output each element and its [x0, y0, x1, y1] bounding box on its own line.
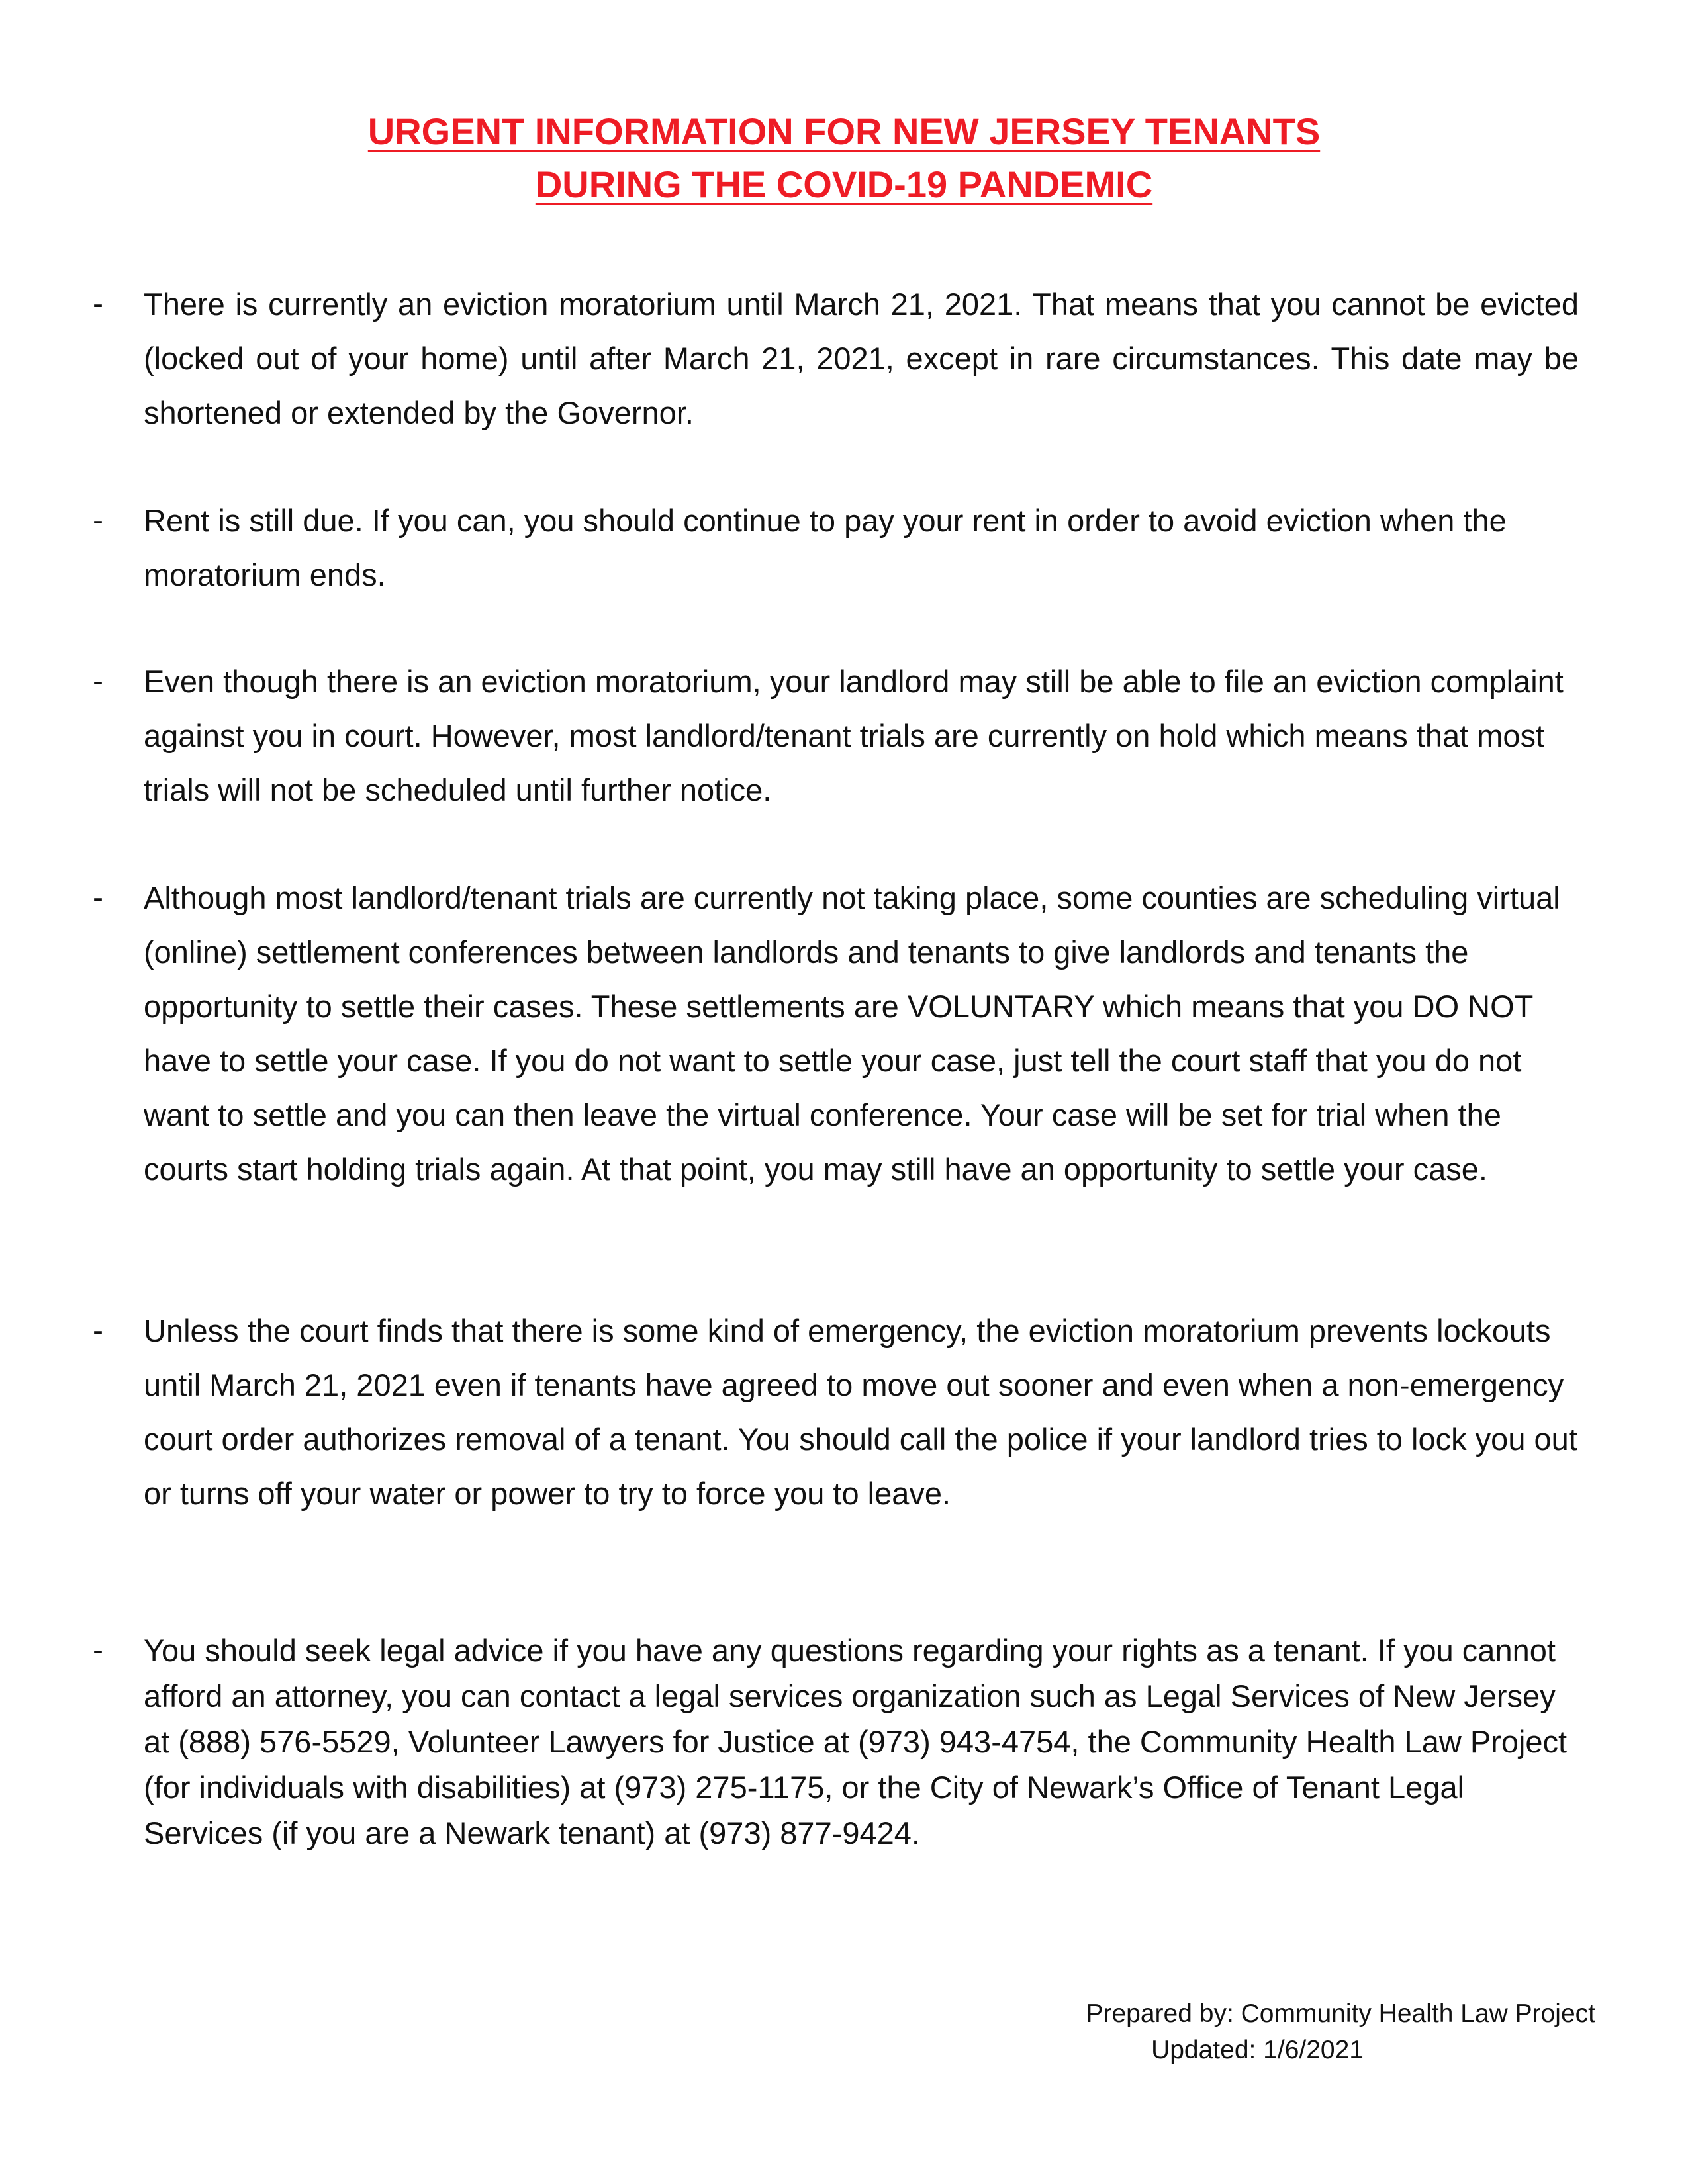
bullet-marker: -: [93, 1633, 103, 1668]
bullet-marker: -: [93, 503, 103, 538]
bullet-text: Unless the court finds that there is some kind of emergency, the eviction moratorium prevents lockouts until March 21, 2021 even if tenants have agreed to move out sooner and even when a non-emergency court order authorizes removal of a tenant. You should call the police if your landlord tries to lock you out or turns off your water or power to try to force you to leave.: [144, 1313, 1577, 1511]
bullet-text: There is currently an eviction moratorium until March 21, 2021. That means that you cannot be evicted (locked out of your home) until after March 21, 2021, except in rare circumstances. This date may be shortened or extended by the Governor.: [144, 287, 1579, 430]
bullet-marker: -: [93, 880, 103, 915]
page-title-line-2: DURING THE COVID-19 PANDEMIC: [535, 163, 1153, 205]
prepared-by-text: Prepared by: Community Health Law Project: [1086, 1999, 1595, 2028]
footer: [1000, 1995, 1595, 2068]
updated-date-text: Updated: 1/6/2021: [1151, 2036, 1364, 2064]
bullet-text: Although most landlord/tenant trials are currently not taking place, some counties are scheduling virtual (online) settlement conferences between landlords and tenants to give landlords and tenants the opportunity to settle their cases. These settlements are VOLUNTARY which means that you DO NOT have to settle your case. If you do not want to settle your case, just tell the court staff that you do not want to settle and you can then leave the virtual conference. Your case will be set for trial when the courts start holding trials again. At that point, you may still have an opportunity to settle your case.: [144, 880, 1560, 1187]
bullet-text: Rent is still due. If you can, you should continue to pay your rent in order to avoid eviction when the moratorium ends.: [144, 503, 1507, 592]
bullet-marker: -: [93, 287, 103, 322]
page-title-line-1: URGENT INFORMATION FOR NEW JERSEY TENANTS: [367, 111, 1321, 152]
bullet-text: Even though there is an eviction moratorium, your landlord may still be able to file an eviction complaint against you in court. However, most landlord/tenant trials are currently on hold which means that most trials will not be scheduled until further notice.: [144, 664, 1564, 807]
bullet-marker: -: [93, 664, 103, 699]
bullet-marker: -: [93, 1313, 103, 1348]
bullet-text: You should seek legal advice if you have any questions regarding your rights as a tenant. If you cannot afford an attorney, you can contact a legal services organization such as Legal Services of New Jersey at (888) 576-5529, Volunteer Lawyers for Justice at (973) 943-4754, the Community Health Law Project (for individuals with disabilities) at (973) 275-1175, or the City of Newark’s Office of Tenant Legal Services (if you are a Newark tenant) at (973) 877-9424.: [144, 1633, 1568, 1850]
